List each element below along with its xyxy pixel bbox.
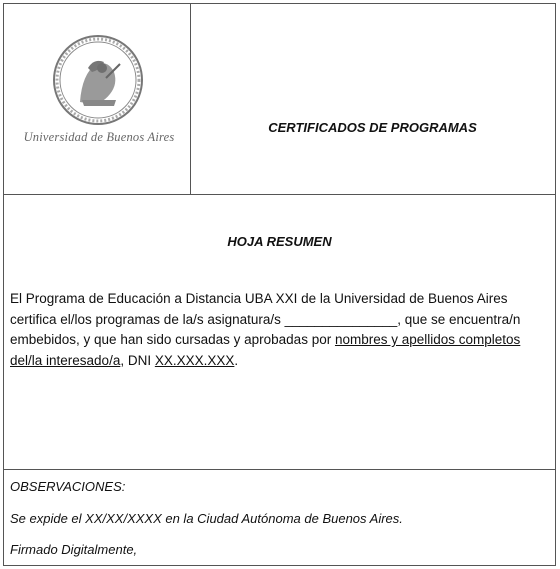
- university-logo-text: Universidad de Buenos Aires: [23, 130, 175, 144]
- university-seal-icon: [52, 34, 144, 126]
- signature-text: Firmado Digitalmente,: [10, 542, 138, 557]
- dni-placeholder: XX.XXX.XXX: [154, 352, 235, 368]
- header-row: [4, 4, 555, 195]
- body-row: [4, 194, 555, 470]
- document-title: CERTIFICADOS DE PROGRAMAS: [268, 120, 477, 135]
- name-placeholder: nombres y apellidos completos del/la interesado/a: [10, 332, 521, 368]
- paragraph-text-3: .: [234, 352, 239, 368]
- summary-heading: HOJA RESUMEN: [227, 234, 332, 249]
- certification-paragraph: [10, 289, 550, 371]
- observations-label: OBSERVACIONES:: [10, 479, 126, 494]
- paragraph-text-2: , DNI: [120, 352, 155, 368]
- paragraph-text-1: El Programa de Educación a Distancia UBA XXI de la Universidad de Buenos Aires certifica el/los programas de la/s asignatura/s _______________, que se encuentra/n embebidos, y que han sido cursadas y aprobadas por: [10, 291, 521, 347]
- logo-cell: [4, 4, 191, 194]
- expedition-text: Se expide el XX/XX/XXXX en la Ciudad Autónoma de Buenos Aires.: [10, 511, 403, 526]
- document-frame: [3, 3, 556, 566]
